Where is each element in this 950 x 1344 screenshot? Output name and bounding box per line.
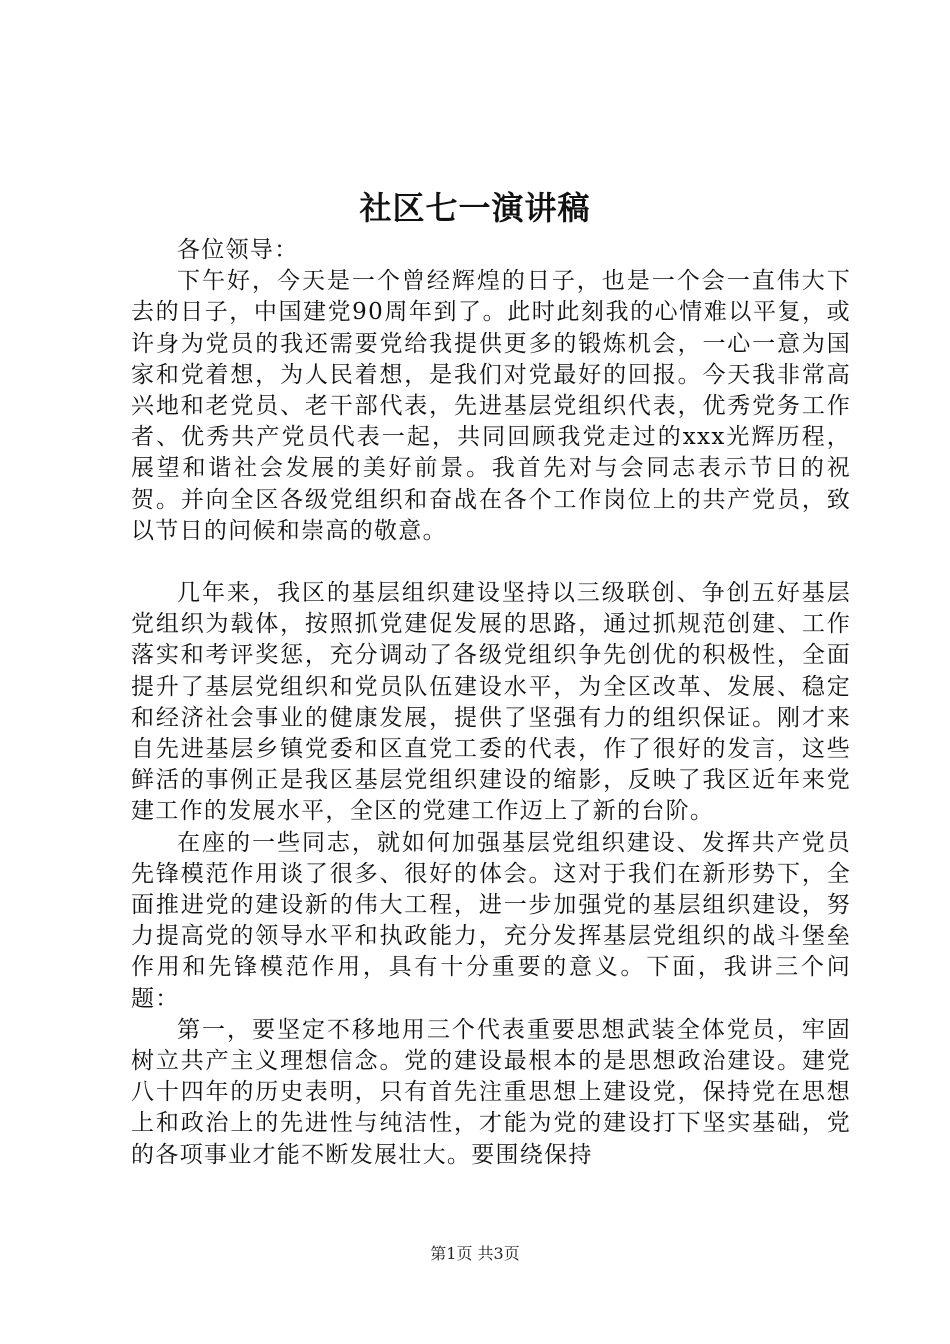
body-paragraph: 第一，要坚定不移地用三个代表重要思想武装全体党员，牢固树立共产主义理想信念。党的建设最根本的是思想政治建设。建党八十四年的历史表明，只有首先注重思想上建设党，保持党在思想上和政治上的先进性与纯洁性，才能为党的建设打下坚实基础，党的各项事业才能不断发展壮大。要围绕保持 xyxy=(131,1016,851,1168)
body-paragraph: 在座的一些同志，就如何加强基层党组织建设、发挥共产党员先锋模范作用谈了很多、很好的体会。这对于我们在新形势下，全面推进党的建设新的伟大工程，进一步加强党的基层组织建设，努力提高党的领导水平和执政能力，充分发挥基层党组织的战斗堡垒作用和先锋模范作用，具有十分重要的意义。下面，我讲三个问题： xyxy=(131,829,851,1012)
document-body xyxy=(131,235,851,1171)
page-number-footer: 第1页 共3页 xyxy=(430,1244,520,1263)
body-paragraph: 几年来，我区的基层组织建设坚持以三级联创、争创五好基层党组织为载体，按照抓党建促发展的思路，通过抓规范创建、工作落实和考评奖惩，充分调动了各级党组织争先创优的积极性，全面提升了基层党组织和党员队伍建设水平，为全区改革、发展、稳定和经济社会事业的健康发展，提供了坚强有力的组织保证。刚才来自先进基层乡镇党委和区直党工委的代表，作了很好的发言，这些鲜活的事例正是我区基层党组织建设的缩影，反映了我区近年来党建工作的发展水平，全区的党建工作迈上了新的台阶。 xyxy=(131,580,851,825)
document-title: 社区七一演讲稿 xyxy=(359,189,591,227)
body-paragraph: 下午好，今天是一个曾经辉煌的日子，也是一个会一直伟大下去的日子，中国建党90周年到了。此时此刻我的心情难以平复，或许身为党员的我还需要党给我提供更多的锻炼机会，一心一意为国家和党着想，为人民着想，是我们对党最好的回报。今天我非常高兴地和老党员、老干部代表，先进基层党组织代表，优秀党务工作者、优秀共产党员代表一起，共同回顾我党走过的xxx光辉历程，展望和谐社会发展的美好前景。我首先对与会同志表示节日的祝贺。并向全区各级党组织和奋战在各个工作岗位上的共产党员，致以节日的问候和崇高的敬意。 xyxy=(131,268,851,544)
salutation-paragraph: 各位领导： xyxy=(177,237,299,263)
